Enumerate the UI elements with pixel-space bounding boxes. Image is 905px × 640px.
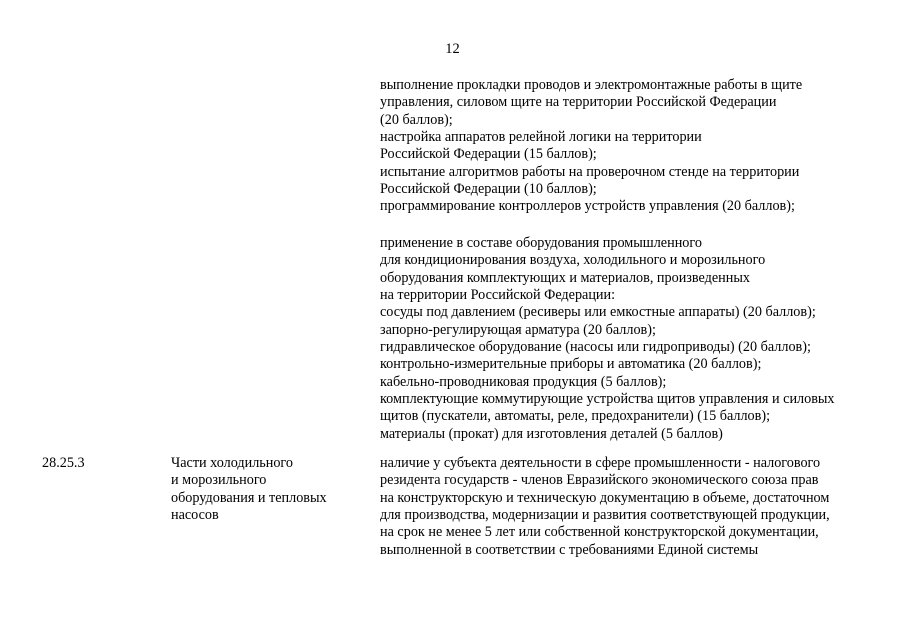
- product-name-line: и морозильного: [171, 472, 267, 489]
- product-name: [171, 455, 371, 524]
- text-line: испытание алгоритмов работы на проверочном стенде на территории: [380, 163, 800, 180]
- text-line: резидента государств - членов Евразийского экономического союза прав: [380, 472, 819, 489]
- text-line: запорно-регулирующая арматура (20 баллов);: [380, 321, 656, 338]
- text-line: щитов (пускатели, автоматы, реле, предохранители) (15 баллов);: [380, 408, 771, 425]
- page-number: 12: [445, 41, 460, 57]
- text-line: выполненной в соответствии с требованиями Единой системы: [380, 541, 759, 558]
- text-line: материалы (прокат) для изготовления деталей (5 баллов): [380, 425, 723, 442]
- text-line: Российской Федерации (15 баллов);: [380, 146, 597, 163]
- text-line: применение в составе оборудования промышленного: [380, 235, 702, 251]
- product-name-line: Части холодильного: [171, 455, 293, 471]
- text-line: настройка аппаратов релейной логики на территории: [380, 129, 702, 146]
- text-line: для кондиционирования воздуха, холодильного и морозильного: [380, 252, 766, 269]
- text-line: управления, силовом щите на территории Российской Федерации: [380, 94, 777, 111]
- text-line: гидравлическое оборудование (насосы или гидроприводы) (20 баллов);: [380, 339, 811, 356]
- components-requirement: [380, 235, 880, 443]
- row-requirement: [380, 455, 880, 559]
- product-name-line: оборудования и тепловых: [171, 489, 327, 506]
- product-name-line: насосов: [171, 507, 219, 524]
- text-line: для производства, модернизации и развития соответствующей продукции,: [380, 507, 830, 524]
- text-line: программирование контроллеров устройств управления (20 баллов);: [380, 198, 795, 215]
- text-line: контрольно-измерительные приборы и автоматика (20 баллов);: [380, 356, 762, 373]
- text-line: кабельно-проводниковая продукция (5 баллов);: [380, 373, 667, 390]
- okpd-code: 28.25.3: [42, 455, 85, 471]
- text-line: на территории Российской Федерации:: [380, 287, 616, 304]
- text-line: комплектующие коммутирующие устройства щитов управления и силовых: [380, 391, 835, 408]
- text-line: выполнение прокладки проводов и электромонтажные работы в щите: [380, 77, 803, 93]
- text-line: сосуды под давлением (ресиверы или емкостные аппараты) (20 баллов);: [380, 304, 816, 321]
- text-line: на срок не менее 5 лет или собственной конструкторской документации,: [380, 524, 819, 541]
- requirements-continuation: [380, 77, 880, 216]
- text-line: оборудования комплектующих и материалов, произведенных: [380, 269, 750, 286]
- text-line: Российской Федерации (10 баллов);: [380, 181, 597, 198]
- text-line: на конструкторскую и техническую документацию в объеме, достаточном: [380, 489, 830, 506]
- text-line: наличие у субъекта деятельности в сфере промышленности - налогового: [380, 455, 821, 471]
- text-line: (20 баллов);: [380, 111, 453, 128]
